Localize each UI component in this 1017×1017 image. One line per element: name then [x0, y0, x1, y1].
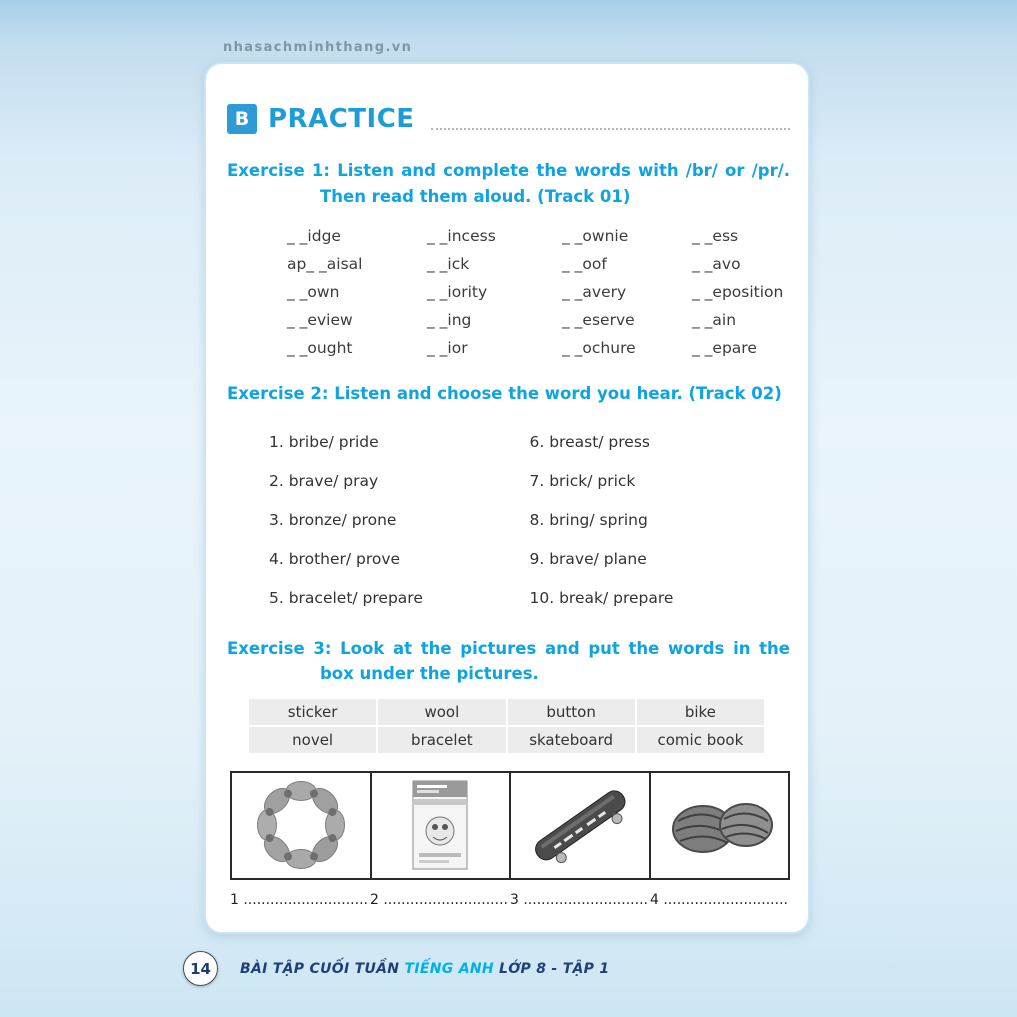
exercise2-heading: Exercise 2: Listen and choose the word you hear. (Track 02)	[227, 384, 782, 404]
footer-text-after: LỚP 8 - TẬP 1	[493, 960, 610, 977]
answer-line: 4 ............................	[650, 891, 788, 908]
word-pair-item: 7. brick/ prick	[529, 471, 636, 490]
exercise3-picture-row	[230, 771, 790, 880]
worksheet-card	[204, 62, 810, 934]
exercise1-word-grid	[287, 227, 790, 357]
footer-title	[240, 961, 609, 977]
skateboard-image	[520, 777, 640, 873]
word-item: _ _ing	[427, 311, 472, 330]
footer-text-highlight: TIẾNG ANH	[404, 960, 494, 977]
comic-book-image	[405, 779, 475, 871]
exercise2-right-column	[530, 433, 791, 628]
word-pair-item: 10. break/ prepare	[529, 588, 674, 607]
exercise2-list	[269, 433, 790, 628]
word-box-cell: bike	[637, 699, 764, 725]
word-item: _ _ior	[427, 339, 468, 358]
word-box-cell: button	[508, 699, 635, 725]
word-item: _ _ought	[287, 339, 353, 358]
exercise2-left-column	[269, 433, 530, 628]
word-item: _ _ick	[427, 255, 470, 274]
answer-line: 3 ............................	[510, 891, 648, 908]
word-pair-item: 3. bronze/ prone	[269, 510, 397, 529]
word-item: ap_ _aisal	[287, 255, 363, 274]
word-pair-item: 1. bribe/ pride	[269, 432, 379, 451]
word-item: _ _ochure	[562, 339, 636, 358]
picture-box-4	[651, 771, 791, 880]
picture-box-3	[511, 771, 651, 880]
word-pair-item: 9. brave/ plane	[529, 549, 647, 568]
word-item: _ _eposition	[692, 283, 784, 302]
exercise3-word-box	[249, 699, 764, 753]
picture-box-1	[230, 771, 372, 880]
word-item: _ _ain	[692, 311, 737, 330]
section-title: PRACTICE	[268, 104, 415, 134]
word-pair-item: 4. brother/ prove	[269, 549, 401, 568]
word-box-cell: bracelet	[378, 727, 505, 753]
word-item: _ _iority	[427, 283, 488, 302]
word-pair-item: 6. breast/ press	[529, 432, 650, 451]
word-box-cell: comic book	[637, 727, 764, 753]
section-header	[227, 104, 790, 134]
page-footer	[183, 951, 609, 986]
word-pair-item: 8. bring/ spring	[529, 510, 648, 529]
word-item: _ _incess	[427, 227, 496, 246]
word-item: _ _epare	[692, 339, 757, 358]
word-item: _ _idge	[287, 227, 341, 246]
word-item: _ _ess	[692, 227, 739, 246]
word-item: _ _oof	[562, 255, 607, 274]
word-item: _ _ownie	[562, 227, 629, 246]
section-badge: B	[227, 104, 257, 134]
word-item: _ _avery	[562, 283, 627, 302]
page-number-badge: 14	[183, 951, 218, 986]
answer-line: 1 ............................	[230, 891, 368, 908]
exercise3-heading: Exercise 3: Look at the pictures and put the words in the box under the pictures.	[227, 638, 790, 684]
picture-box-2	[372, 771, 512, 880]
word-item: _ _avo	[692, 255, 741, 274]
watermark: nhasachminhthang.vn	[223, 40, 413, 55]
dotted-rule	[431, 128, 790, 130]
word-pair-item: 5. bracelet/ prepare	[269, 588, 423, 607]
exercise1-heading: Exercise 1: Listen and complete the words with /br/ or /pr/. Then read them aloud. (Track 01)	[227, 161, 790, 206]
wool-image	[658, 779, 780, 871]
bracelet-image	[241, 777, 361, 873]
word-item: _ _own	[287, 283, 340, 302]
word-box-cell: novel	[249, 727, 376, 753]
word-box-cell: wool	[378, 699, 505, 725]
word-box-cell: sticker	[249, 699, 376, 725]
answer-line: 2 ............................	[370, 891, 508, 908]
word-pair-item: 2. brave/ pray	[269, 471, 379, 490]
exercise3-answer-lines	[230, 892, 790, 908]
word-item: _ _eserve	[562, 311, 635, 330]
footer-text-before: BÀI TẬP CUỐI TUẦN	[240, 960, 405, 977]
word-box-cell: skateboard	[508, 727, 635, 753]
word-item: _ _eview	[287, 311, 353, 330]
